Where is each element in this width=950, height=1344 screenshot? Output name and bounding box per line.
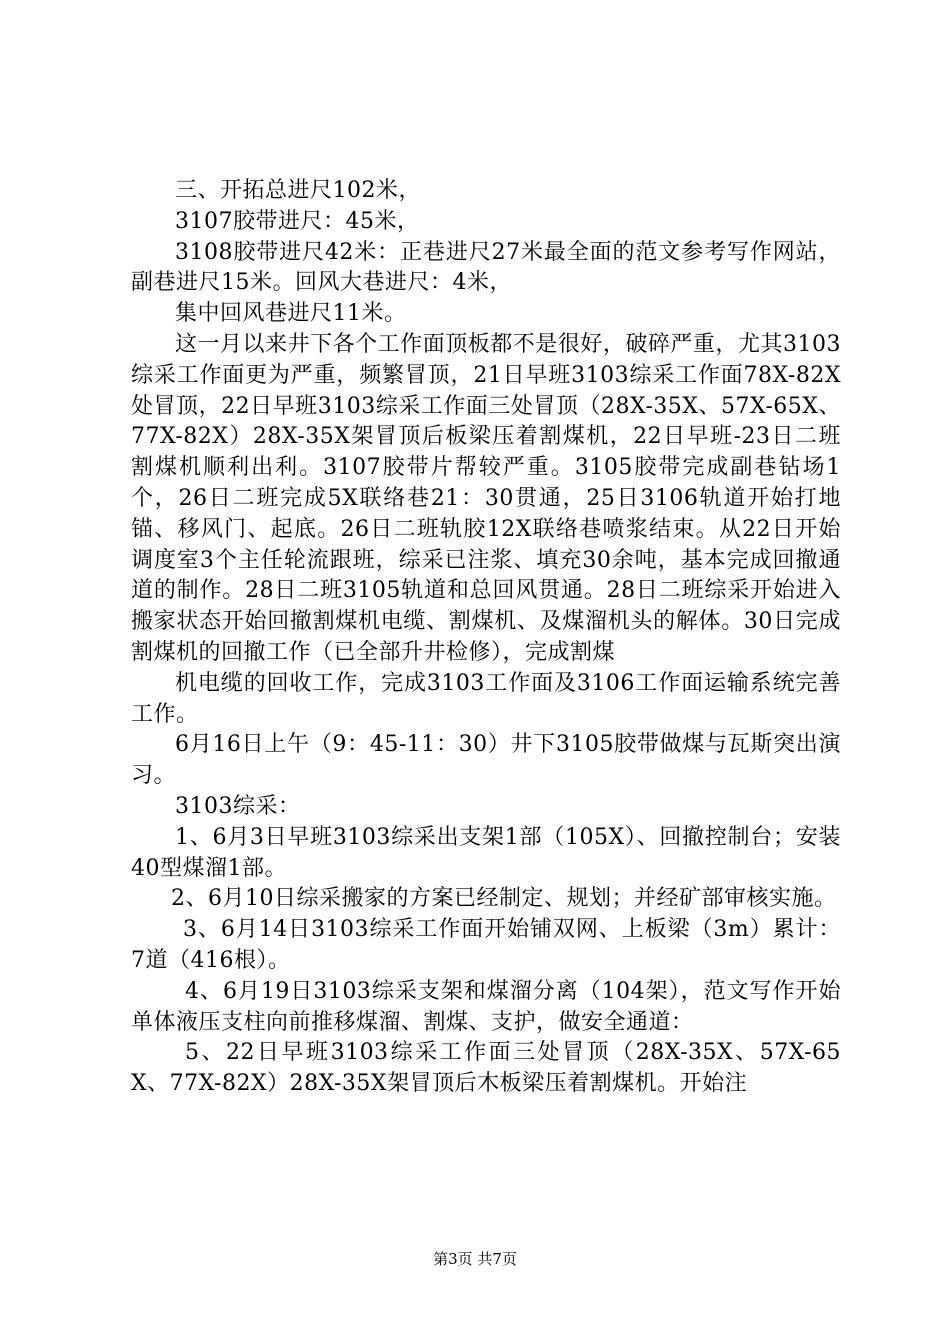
paragraph-return-airway: 集中回风巷进尺11米。: [175, 301, 407, 327]
section-heading-3103: 3103综采：: [175, 793, 301, 819]
list-item-4: 4、6月19日3103综采支架和煤溜分离（104架），范文写作开始单体液压支柱向前推移煤溜、割煤、支护，做安全通道：: [131, 978, 841, 1035]
paragraph-outburst-drill: 6月16日上午（9：45-11：30）井下3105胶带做煤与瓦斯突出演习。: [131, 732, 841, 789]
list-item-2: 2、6月10日综采搬家的方案已经制定、规划；并经矿部审核实施。: [171, 886, 837, 912]
page-number-footer: 第3页 共7页: [433, 1250, 517, 1268]
document-body: [131, 176, 841, 1100]
list-item-3: 3、6月14日3103综采工作面开始铺双网、上板梁（3m）累计：7道（416根）。: [131, 917, 841, 973]
paragraph-3108-belt: 3108胶带进尺42米：正巷进尺27米最全面的范文参考写作网站，副巷进尺15米。回风大巷进尺：4米，: [131, 239, 841, 296]
paragraph-monthly-summary: 这一月以来井下各个工作面顶板都不是很好，破碎严重，尤其3103综采工作面更为严重，频繁冒顶，21日早班3103综采工作面78X-82X处冒顶，22日早班3103综采工作面三处冒顶（28X-35X、57X-65X、77X-82X）28X-35X架冒顶后板梁压着割煤机，22日早班-23日二班割煤机顺利出利。3107胶带片帮较严重。3105胶带完成副巷钻场1个，26日二班完成5X联络巷21：30贯通，25日3106轨道开始打地锚、移风门、起底。26日二班轨胶12X联络巷喷浆结束。从22日开始调度室3个主任轮流跟班，综采已注浆、填充30余吨，基本完成回撤通道的制作。28日二班3105轨道和总回风贯通。28日二班综采开始进入搬家状态开始回撤割煤机电缆、割煤机、及煤溜机头的解体。30日完成割煤机的回撤工作（已全部升井检修），完成割煤: [131, 331, 841, 665]
list-item-5: 5、22日早班3103综采工作面三处冒顶（28X-35X、57X-65X、77X-82X）28X-35X架冒顶后木板梁压着割煤机。开始注: [131, 1040, 841, 1097]
paragraph-3107-belt: 3107胶带进尺：45米，: [175, 208, 420, 234]
paragraph-development-total: 三、开拓总进尺102米，: [175, 178, 421, 203]
list-item-1: 1、6月3日早班3103综采出支架1部（105X）、回撤控制台；安装40型煤溜1部。: [131, 824, 841, 881]
paragraph-cable-recovery: 机电缆的回收工作，完成3103工作面及3106工作面运输系统完善工作。: [131, 670, 841, 727]
